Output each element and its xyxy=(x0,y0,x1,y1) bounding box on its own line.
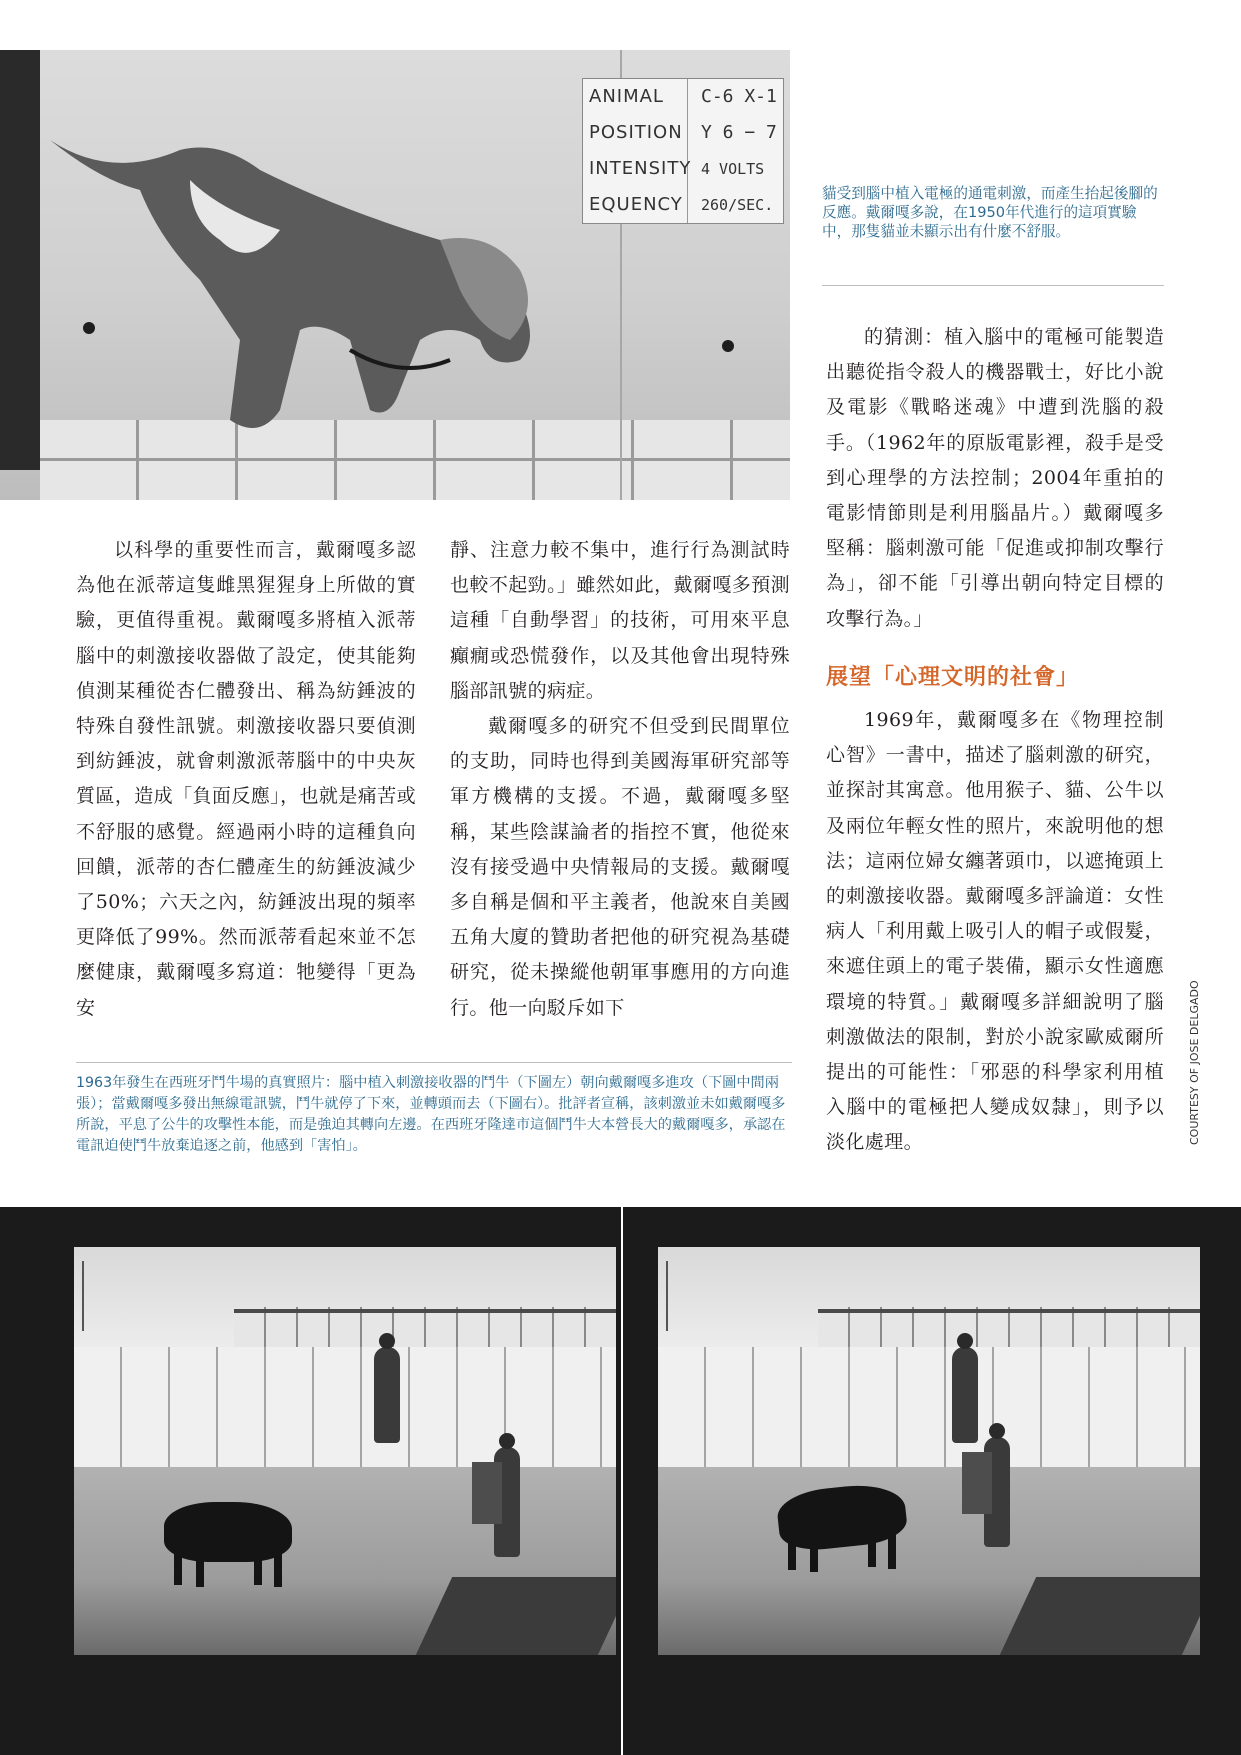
photo-upper-fence xyxy=(234,1307,616,1351)
spectator-figure xyxy=(952,1347,978,1443)
delgado-head xyxy=(989,1423,1005,1439)
article-column-1 xyxy=(76,533,416,1026)
sign-value: Y 6 − 7 xyxy=(701,122,777,143)
bull-leg xyxy=(196,1549,204,1587)
photo-fence-rail xyxy=(234,1309,616,1313)
section-heading: 展望「心理文明的社會」 xyxy=(826,665,1080,690)
sign-row-frequency xyxy=(589,187,777,223)
article-paragraph: 以科學的重要性而言，戴爾嘎多認為他在派蒂這隻雌黑猩猩身上所做的實驗，更值得重視。戴爾嘎多將植入派蒂腦中的刺激接收器做了設定，使其能夠偵測某種從杏仁體發出、稱為紡錘波的特殊自發性訊號。刺激接收器只要偵測到紡錘波，就會刺激派蒂腦中的中央灰質區，造成「負面反應」，也就是痛苦或不舒服的感覺。經過兩小時的這種負向回饋，派蒂的杏仁體產生的紡錘波減少了50%；六天之內，紡錘波出現的頻率更降低了99%。然而派蒂看起來並不怎麼健康，戴爾嘎多寫道：牠變得「更為安 xyxy=(76,539,416,1019)
bullfight-photo-right xyxy=(658,1247,1200,1655)
cape xyxy=(962,1452,992,1514)
photo-shadow xyxy=(416,1577,616,1655)
sign-row-intensity xyxy=(589,151,777,187)
bull-leg xyxy=(274,1549,282,1587)
bull-leg xyxy=(788,1532,796,1570)
sign-row-position xyxy=(589,115,777,151)
article-column-3-bottom xyxy=(826,703,1164,1161)
sign-value: 4 VOLTS xyxy=(701,160,765,178)
spectator-head xyxy=(379,1333,395,1349)
photo-shadow xyxy=(1000,1577,1200,1655)
photo-arena-wall xyxy=(658,1347,1200,1467)
bull-leg xyxy=(254,1547,262,1585)
sign-row-animal xyxy=(589,79,777,115)
bullfight-photo-left xyxy=(74,1247,616,1655)
article-paragraph: 1969年，戴爾嘎多在《物理控制心智》一書中，描述了腦刺激的研究，並探討其寓意。他用猴子、貓、公牛以及兩位年輕女性的照片，來說明他的想法；這兩位婦女纏著頭巾，以遮掩頭上的刺激接收器。戴爾嘎多評論道：女性病人「利用戴上吸引人的帽子或假髮，來遮住頭上的電子裝備，顯示女性適應環境的特質。」戴爾嘎多詳細說明了腦刺激做法的限制，對於小說家歐威爾所提出的可能性：「邪惡的科學家利用植入腦中的電極把人變成奴隸」，則予以淡化處理。 xyxy=(826,709,1164,1154)
sign-label: EQUENCY xyxy=(589,194,683,215)
cat-photo-caption: 貓受到腦中植入電極的通電刺激，而產生抬起後腳的反應。戴爾嘎多說，在1950年代進行的這項實驗中，那隻貓並未顯示出有什麼不舒服。 xyxy=(822,185,1158,240)
sign-label: ANIMAL xyxy=(589,86,664,107)
bull-leg xyxy=(868,1529,876,1567)
tree-icon xyxy=(666,1261,714,1331)
spectator-head xyxy=(957,1333,973,1349)
sign-value: 260/SEC. xyxy=(701,196,774,214)
bull-leg xyxy=(888,1531,896,1569)
spectator-figure xyxy=(374,1347,400,1443)
article-paragraph: 的猜測：植入腦中的電極可能製造出聽從指令殺人的機器戰士，好比小說及電影《戰略迷魂》中遭到洗腦的殺手。（1962年的原版電影裡，殺手是受到心理學的方法控制；2004年重拍的電影情節則是利用腦晶片。）戴爾嘎多堅稱：腦刺激可能「促進或抑制攻擊行為」，卻不能「引導出朝向特定目標的攻擊行為。」 xyxy=(826,326,1164,630)
photo-credit: COURTESY OF JOSE DELGADO xyxy=(1188,980,1201,1145)
experiment-sign xyxy=(582,78,784,224)
bullfight-caption: 1963年發生在西班牙鬥牛場的真實照片：腦中植入刺激接收器的鬥牛（下圖左）朝向戴爾嘎多進攻（下圖中間兩張）；當戴爾嘎多發出無線電訊號，鬥牛就停了下來，並轉頭而去（下圖右）。批評者宣稱，該刺激並未如戴爾嘎多所說，平息了公牛的攻擊性本能，而是強迫其轉向左邊。在西班牙隆達市這個鬥牛大本營長大的戴爾嘎多，承認在電訊迫使鬥牛放棄追逐之前，他感到「害怕」。 xyxy=(76,1075,786,1154)
caption-rule xyxy=(76,1062,792,1063)
article-paragraph: 靜、注意力較不集中，進行行為測試時也較不起勁。」雖然如此，戴爾嘎多預測這種「自動學習」的技術，可用來平息癲癇或恐慌發作，以及其他會出現特殊腦部訊號的病症。 xyxy=(450,539,790,702)
sign-label: INTENSITY xyxy=(589,158,692,179)
article-column-3-top xyxy=(826,320,1164,637)
photo-wall-hole xyxy=(722,340,734,352)
cat-illustration xyxy=(20,90,580,470)
bull-leg xyxy=(174,1547,182,1585)
bull-leg xyxy=(810,1534,818,1572)
article-paragraph: 戴爾嘎多的研究不但受到民間單位的支助，同時也得到美國海軍研究部等軍方機構的支援。不過，戴爾嘎多堅稱，某些陰謀論者的指控不實，他從來沒有接受過中央情報局的支援。戴爾嘎多自稱是個和平主義者，他說來自美國五角大廈的贊助者把他的研究視為基礎研究，從未操縱他朝軍事應用的方向進行。他一向駁斥如下 xyxy=(450,715,790,1019)
tree-icon xyxy=(82,1261,130,1331)
cape xyxy=(472,1462,502,1524)
caption-rule xyxy=(822,285,1164,286)
delgado-head xyxy=(499,1433,515,1449)
photo-divider xyxy=(621,1207,623,1755)
sign-label: POSITION xyxy=(589,122,683,143)
sign-value: C-6 X-1 xyxy=(701,86,777,107)
bull-figure xyxy=(164,1502,292,1562)
photo-fence-rail xyxy=(818,1309,1200,1313)
photo-upper-fence xyxy=(818,1307,1200,1351)
photo-arena-wall xyxy=(74,1347,616,1467)
article-column-2 xyxy=(450,533,790,1026)
